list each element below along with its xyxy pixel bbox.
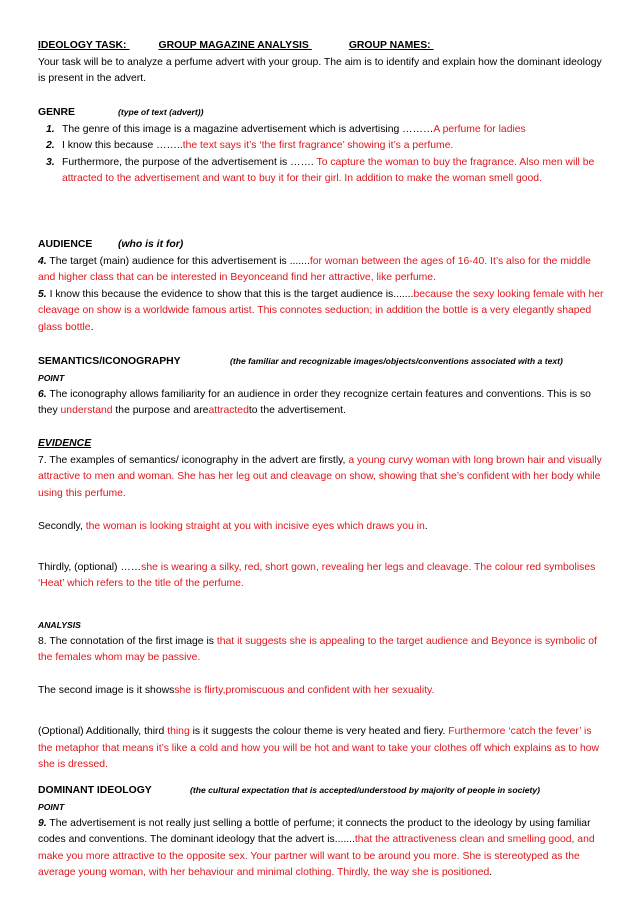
point-label: POINT	[38, 802, 65, 812]
audience-hint: (who is it for)	[118, 239, 184, 250]
dominant-heading: DOMINANT IDEOLOGY	[38, 784, 152, 796]
genre-section	[38, 104, 608, 188]
header-line	[38, 38, 608, 55]
group-names-blank[interactable]	[431, 38, 581, 55]
semantics-section	[38, 353, 608, 593]
semantics-hint: (the familiar and recognizable images/objects/conventions associated with a text)	[230, 355, 563, 366]
genre-heading: GENRE	[38, 107, 75, 118]
semantics-heading: SEMANTICS/ICONOGRAPHY	[38, 355, 181, 367]
analysis-second: The second image is it showsshe is flirty,promiscuous and confident with her sexuality.	[38, 685, 435, 696]
audience-heading: AUDIENCE	[38, 239, 93, 250]
evidence-label: EVIDENCE	[38, 438, 92, 449]
list-item: 1. The genre of this image is a magazine advertisement which is advertising ………A perfume for ladies	[46, 123, 526, 135]
question-7: 7. The examples of semantics/ iconography in the advert are firstly, a young curvy woman with long brown hair and visually attractive to men and woman. She has her leg out and cleavage on show, showing that she’s confident with her body while using this perfume.	[38, 454, 602, 499]
task-label: IDEOLOGY TASK:	[38, 40, 127, 51]
analysis-optional: (Optional) Additionally, third thing is it suggests the colour theme is very heated and fiery. Furthermore ‘catch the fever’ is the metaphor that means it’s like a cold and how you will be hot and want to take your clothes off which explains as to how she is dressed.	[38, 726, 600, 770]
analysis-label: ANALYSIS	[38, 620, 81, 630]
worksheet-page	[38, 38, 608, 882]
evidence-third: Thirdly, (optional) ……she is wearing a silky, red, short gown, revealing her legs and cleavage. The colour red symbolises ‘Heat’ which refers to the title of the perfume.	[38, 561, 596, 589]
dominant-hint: (the cultural expectation that is accepted/understood by majority of people in society)	[190, 784, 541, 795]
question-6: 6. The iconography allows familiarity for an audience in order they recognize certain features and conventions. This is so they understand the purpose and areattractedto the advertisement.	[38, 388, 591, 416]
dominant-section	[38, 782, 608, 882]
task-intro: Your task will be to analyze a perfume advert with your group. The aim is to identify and explain how the dominant ideology is present in the advert.	[38, 56, 602, 84]
question-4: 4. The target (main) audience for this advertisement is .......for woman between the ages of 16-40. It’s also for the middle and higher class that can be interested in Beyonceand find her attractive, like perfume.	[38, 255, 591, 283]
question-9: 9. The advertisement is not really just selling a bottle of perfume; it connects the product to the ideology by using familiar codes and conventions. The dominant ideology that the advert is.......that the attractiveness clean and smelling good, and make you more attractive to the opposite sex. Your partner will want to be around you more. She is stereotyped as the average young woman, with her behaviour and minimal clothing. Thirdly, the way she is positioned.	[38, 817, 595, 878]
list-item: 3. Furthermore, the purpose of the advertisement is ……. To capture the woman to buy the fragrance. Also men will be attracted to the advertisement and want to buy it for their girl. In addition to make the woman smell good.	[46, 156, 595, 184]
genre-hint: (type of text (advert))	[118, 107, 204, 117]
analysis-section	[38, 617, 608, 774]
question-8: 8. The connotation of the first image is that it suggests she is appealing to the target audience and Beyonce is symbolic of the females whom may be passive.	[38, 635, 597, 663]
task-title: GROUP MAGAZINE ANALYSIS	[158, 40, 309, 51]
point-label: POINT	[38, 373, 65, 383]
evidence-second: Secondly, the woman is looking straight at you with incisive eyes which draws you in.	[38, 520, 428, 532]
audience-section	[38, 237, 608, 336]
group-names-label: GROUP NAMES:	[348, 40, 431, 51]
question-5: 5. I know this because the evidence to show that this is the target audience is.......because the sexy looking female with her cleavage on show is a worldwide famous artist. This connotes seduction; in addition the bottle is a very elegantly shaped glass bottle.	[38, 288, 604, 333]
list-item: 2. I know this because ……..the text says it’s ‘the first fragrance’ showing it’s a perfume.	[46, 140, 454, 151]
